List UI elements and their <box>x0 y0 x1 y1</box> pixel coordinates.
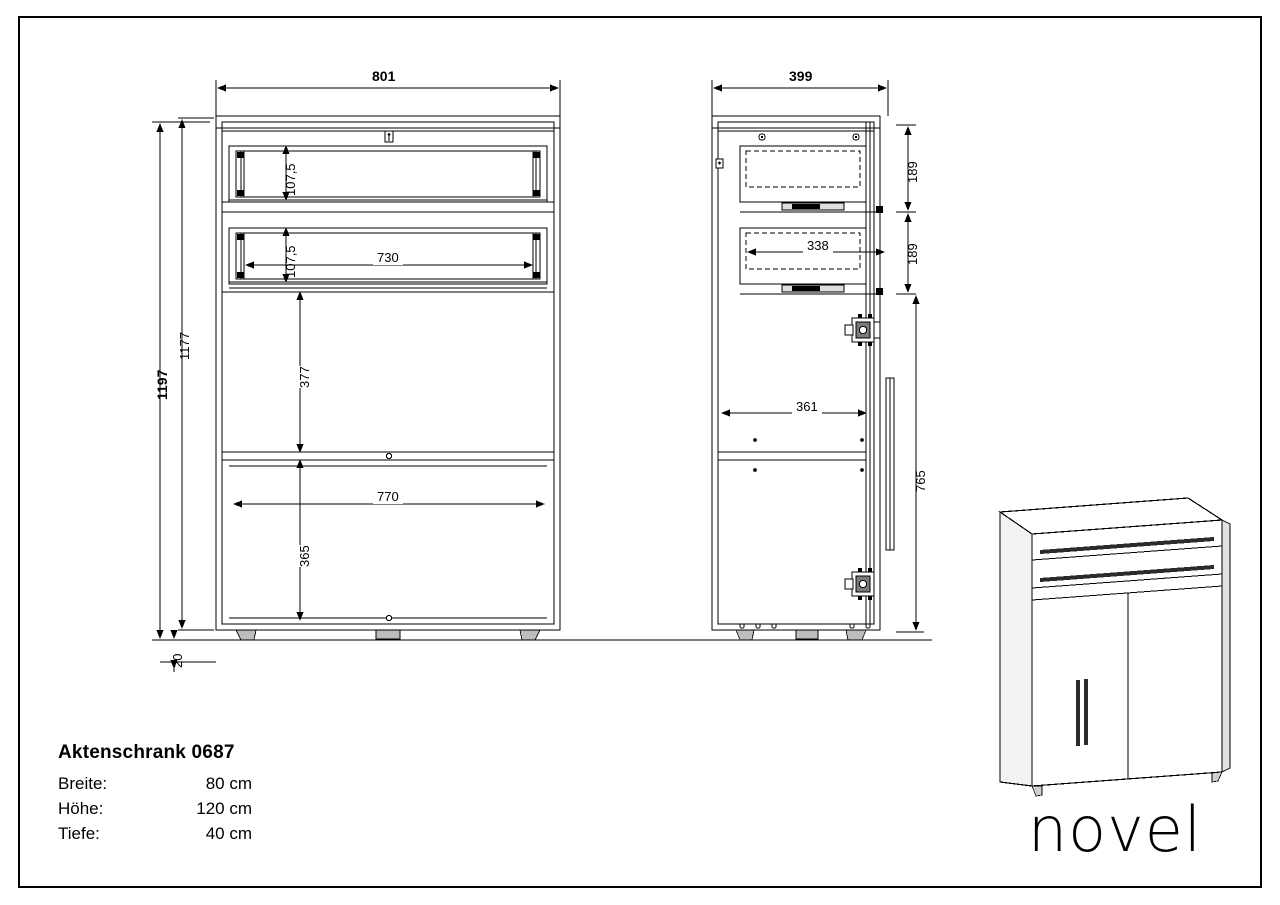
dim-drawer2-front-height: 107,5 <box>283 245 298 278</box>
spec-row-width <box>58 771 478 796</box>
dim-front-width: 801 <box>372 68 396 84</box>
spec-value-width: 80 cm <box>205 774 252 793</box>
spec-row-height <box>58 796 478 821</box>
dim-door-section-height: 365 <box>297 545 312 567</box>
spec-value-height: 120 cm <box>196 799 252 818</box>
title-block <box>58 742 478 846</box>
dim-drawer-inner-width: 730 <box>373 250 403 265</box>
spec-label-width: Breite: <box>58 774 108 793</box>
spec-value-depth: 40 cm <box>205 824 252 843</box>
dim-drawer2-side-height: 189 <box>905 243 920 265</box>
dim-middle-section-height: 377 <box>297 366 312 388</box>
dim-drawer1-front-height: 107,5 <box>283 163 298 196</box>
spec-label-height: Höhe: <box>58 799 104 818</box>
dim-door-inner-width: 770 <box>373 489 403 504</box>
dim-drawer-inner-depth: 338 <box>803 238 833 253</box>
dim-side-depth: 399 <box>789 68 813 84</box>
dim-drawer1-side-height: 189 <box>905 161 920 183</box>
dim-plinth-height: 20 <box>170 653 185 668</box>
perspective-view <box>1000 498 1230 796</box>
dim-body-inner-depth: 361 <box>792 399 822 414</box>
page-title: Aktenschrank 0687 <box>58 742 235 763</box>
brand-logo: novel <box>1027 793 1203 866</box>
side-view <box>712 116 894 640</box>
spec-label-depth: Tiefe: <box>58 824 100 843</box>
dim-total-height: 1197 <box>154 369 170 400</box>
spec-row-depth <box>58 821 478 846</box>
dim-door-side-height: 765 <box>913 470 928 492</box>
dim-body-height: 1177 <box>177 332 192 360</box>
